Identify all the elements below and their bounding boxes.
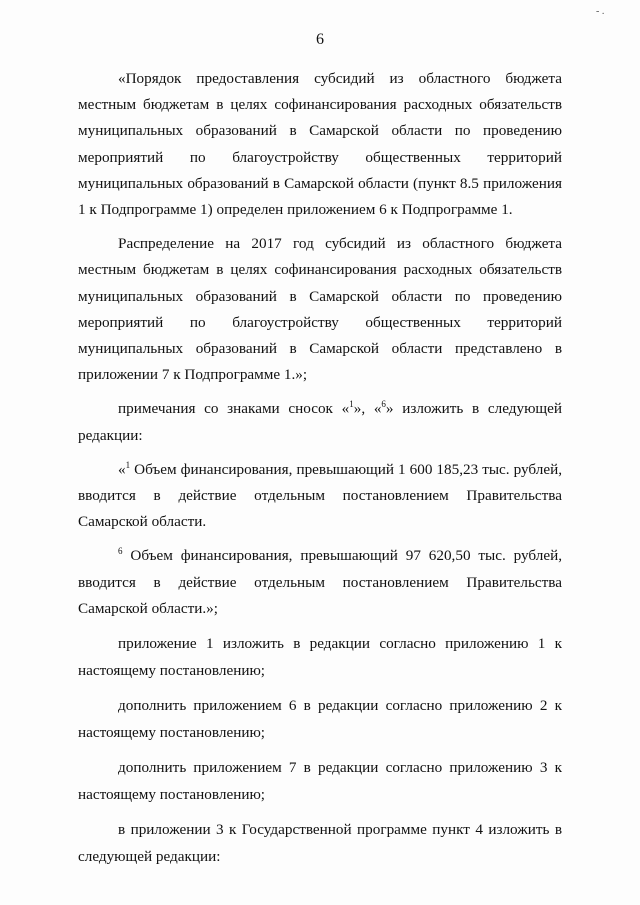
- footnote-marker: 1: [349, 399, 354, 410]
- footnote-marker: 1: [125, 459, 131, 470]
- footnote-1: [78, 457, 562, 536]
- text-fragment: «: [118, 460, 126, 478]
- text-fragment: », «: [353, 400, 382, 418]
- paragraph-appendix-3-point-4: в приложении 3 к Государственной программе пункт 4 изложить в следующей редакции:: [78, 821, 562, 866]
- paragraph-distribution: Распределение на 2017 год субсидий из областного бюджета местным бюджетам в целях софинансирования расходных обязательств муниципальных образований в Самарской области по проведению мероприятий по благоустройству общественных территорий муниципальных образований в Самарской области представлено в приложении 7 к Подпрограмме 1.»;: [78, 235, 562, 384]
- text-fragment: Объем финансирования, превышающий 97 620,50 тыс. рублей, вводится в действие отдельным постановлением Правительства Самарской области.»;: [78, 547, 562, 617]
- document-body: [78, 66, 562, 878]
- footnote-marker: 6: [118, 546, 123, 557]
- paragraph-procedure: «Порядок предоставления субсидий из областного бюджета местным бюджетам в целях софинансирования расходных обязательств муниципальных образований в Самарской области по проведению мероприятий по благоустройству общественных территорий муниципальных образований в Самарской области (пункт 8.5 приложения 1 к Подпрограмме 1) определен приложением 6 к Подпрограмме 1.: [78, 70, 562, 219]
- footnote-marker: 6: [381, 399, 386, 410]
- paragraph-footnote-notes: [78, 396, 562, 448]
- paragraph-appendix-6: дополнить приложением 6 в редакции согласно приложению 2 к настоящему постановлению;: [78, 697, 562, 742]
- text-fragment: » изложить в следующей редакции:: [78, 400, 562, 444]
- footnote-6: [78, 543, 562, 622]
- text-fragment: Объем финансирования, превышающий 1 600 185,23 тыс. рублей, вводится в действие отдельным постановлением Правительства Самарской области.: [78, 460, 562, 531]
- paragraph-appendix-7: дополнить приложением 7 в редакции согласно приложению 3 к настоящему постановлению;: [78, 759, 562, 804]
- corner-mark: - .: [596, 6, 605, 17]
- paragraph-appendix-1: приложение 1 изложить в редакции согласно приложению 1 к настоящему постановлению;: [78, 635, 562, 680]
- page-number: 6: [316, 31, 324, 48]
- text-fragment: примечания со знаками сносок «: [118, 400, 350, 418]
